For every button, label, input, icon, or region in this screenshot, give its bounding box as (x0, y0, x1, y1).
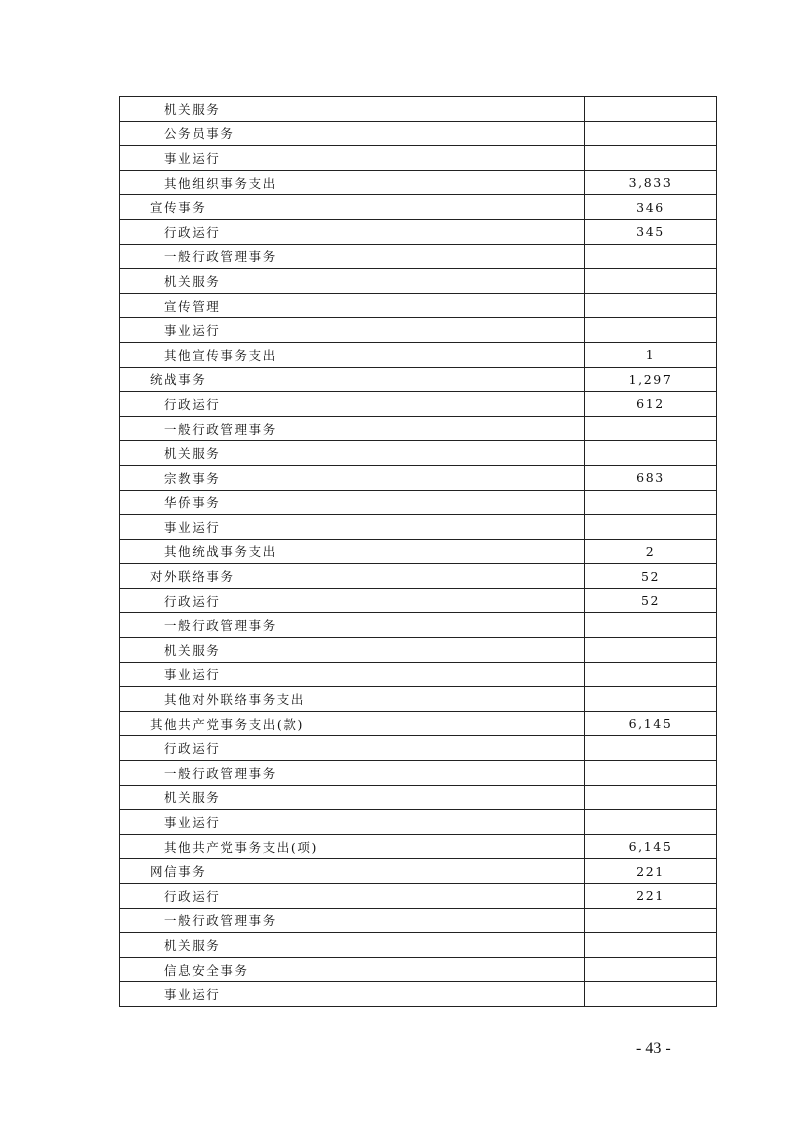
table-row (120, 97, 717, 122)
amount-cell: 52 (585, 564, 717, 589)
amount-cell (585, 761, 717, 786)
table-row (120, 293, 717, 318)
table-row (120, 367, 717, 392)
item-name-cell: 一般行政管理事务 (120, 613, 585, 638)
amount-cell (585, 662, 717, 687)
table-row (120, 342, 717, 367)
amount-cell (585, 244, 717, 269)
item-name-cell: 其他对外联络事务支出 (120, 687, 585, 712)
table-row (120, 761, 717, 786)
amount-cell (585, 97, 717, 122)
amount-cell (585, 613, 717, 638)
amount-cell (585, 687, 717, 712)
table-row (120, 687, 717, 712)
item-name-cell: 对外联络事务 (120, 564, 585, 589)
item-name-cell: 其他宣传事务支出 (120, 342, 585, 367)
table-row (120, 736, 717, 761)
item-name-cell: 华侨事务 (120, 490, 585, 515)
item-name-cell: 事业运行 (120, 318, 585, 343)
item-name-cell: 统战事务 (120, 367, 585, 392)
table-row (120, 539, 717, 564)
item-name-cell: 行政运行 (120, 588, 585, 613)
item-name-cell: 其他组织事务支出 (120, 170, 585, 195)
table-row (120, 392, 717, 417)
amount-cell: 6,145 (585, 834, 717, 859)
amount-cell: 346 (585, 195, 717, 220)
page-number: - 43 - (636, 1040, 671, 1057)
amount-cell (585, 810, 717, 835)
amount-cell (585, 957, 717, 982)
table-row (120, 121, 717, 146)
item-name-cell: 其他统战事务支出 (120, 539, 585, 564)
table-row (120, 515, 717, 540)
amount-cell (585, 293, 717, 318)
item-name-cell: 事业运行 (120, 515, 585, 540)
item-name-cell: 机关服务 (120, 269, 585, 294)
table-row (120, 613, 717, 638)
amount-cell (585, 908, 717, 933)
table-row (120, 269, 717, 294)
amount-cell (585, 269, 717, 294)
item-name-cell: 网信事务 (120, 859, 585, 884)
item-name-cell: 一般行政管理事务 (120, 761, 585, 786)
expenditure-table-body (120, 97, 717, 1007)
amount-cell (585, 121, 717, 146)
item-name-cell: 宣传事务 (120, 195, 585, 220)
item-name-cell: 公务员事务 (120, 121, 585, 146)
amount-cell: 2 (585, 539, 717, 564)
amount-cell: 612 (585, 392, 717, 417)
item-name-cell: 一般行政管理事务 (120, 416, 585, 441)
amount-cell (585, 490, 717, 515)
amount-cell: 6,145 (585, 711, 717, 736)
amount-cell (585, 736, 717, 761)
item-name-cell: 信息安全事务 (120, 957, 585, 982)
item-name-cell: 行政运行 (120, 219, 585, 244)
table-row (120, 834, 717, 859)
amount-cell (585, 416, 717, 441)
item-name-cell: 事业运行 (120, 810, 585, 835)
item-name-cell: 事业运行 (120, 982, 585, 1007)
item-name-cell: 机关服务 (120, 97, 585, 122)
amount-cell: 345 (585, 219, 717, 244)
table-row (120, 170, 717, 195)
item-name-cell: 一般行政管理事务 (120, 244, 585, 269)
table-row (120, 785, 717, 810)
table-row (120, 859, 717, 884)
table-row (120, 810, 717, 835)
table-row (120, 490, 717, 515)
amount-cell: 52 (585, 588, 717, 613)
table-row (120, 564, 717, 589)
item-name-cell: 行政运行 (120, 736, 585, 761)
amount-cell (585, 146, 717, 171)
table-row (120, 711, 717, 736)
item-name-cell: 宗教事务 (120, 465, 585, 490)
amount-cell: 3,833 (585, 170, 717, 195)
item-name-cell: 一般行政管理事务 (120, 908, 585, 933)
amount-cell: 221 (585, 884, 717, 909)
table-row (120, 884, 717, 909)
amount-cell (585, 515, 717, 540)
item-name-cell: 行政运行 (120, 884, 585, 909)
item-name-cell: 事业运行 (120, 146, 585, 171)
amount-cell (585, 785, 717, 810)
item-name-cell: 宣传管理 (120, 293, 585, 318)
table-row (120, 441, 717, 466)
table-row (120, 219, 717, 244)
table-row (120, 908, 717, 933)
item-name-cell: 其他共产党事务支出(项) (120, 834, 585, 859)
item-name-cell: 机关服务 (120, 638, 585, 663)
amount-cell (585, 318, 717, 343)
table-row (120, 588, 717, 613)
amount-cell (585, 638, 717, 663)
table-row (120, 982, 717, 1007)
amount-cell: 1 (585, 342, 717, 367)
item-name-cell: 其他共产党事务支出(款) (120, 711, 585, 736)
table-row (120, 416, 717, 441)
item-name-cell: 机关服务 (120, 785, 585, 810)
amount-cell: 1,297 (585, 367, 717, 392)
amount-cell: 683 (585, 465, 717, 490)
amount-cell (585, 933, 717, 958)
table-row (120, 662, 717, 687)
item-name-cell: 机关服务 (120, 441, 585, 466)
amount-cell: 221 (585, 859, 717, 884)
table-row (120, 933, 717, 958)
expenditure-table (119, 96, 717, 1007)
amount-cell (585, 982, 717, 1007)
table-row (120, 318, 717, 343)
table-row (120, 465, 717, 490)
table-row (120, 957, 717, 982)
amount-cell (585, 441, 717, 466)
table-row (120, 146, 717, 171)
item-name-cell: 事业运行 (120, 662, 585, 687)
item-name-cell: 机关服务 (120, 933, 585, 958)
item-name-cell: 行政运行 (120, 392, 585, 417)
table-row (120, 244, 717, 269)
table-row (120, 638, 717, 663)
table-row (120, 195, 717, 220)
